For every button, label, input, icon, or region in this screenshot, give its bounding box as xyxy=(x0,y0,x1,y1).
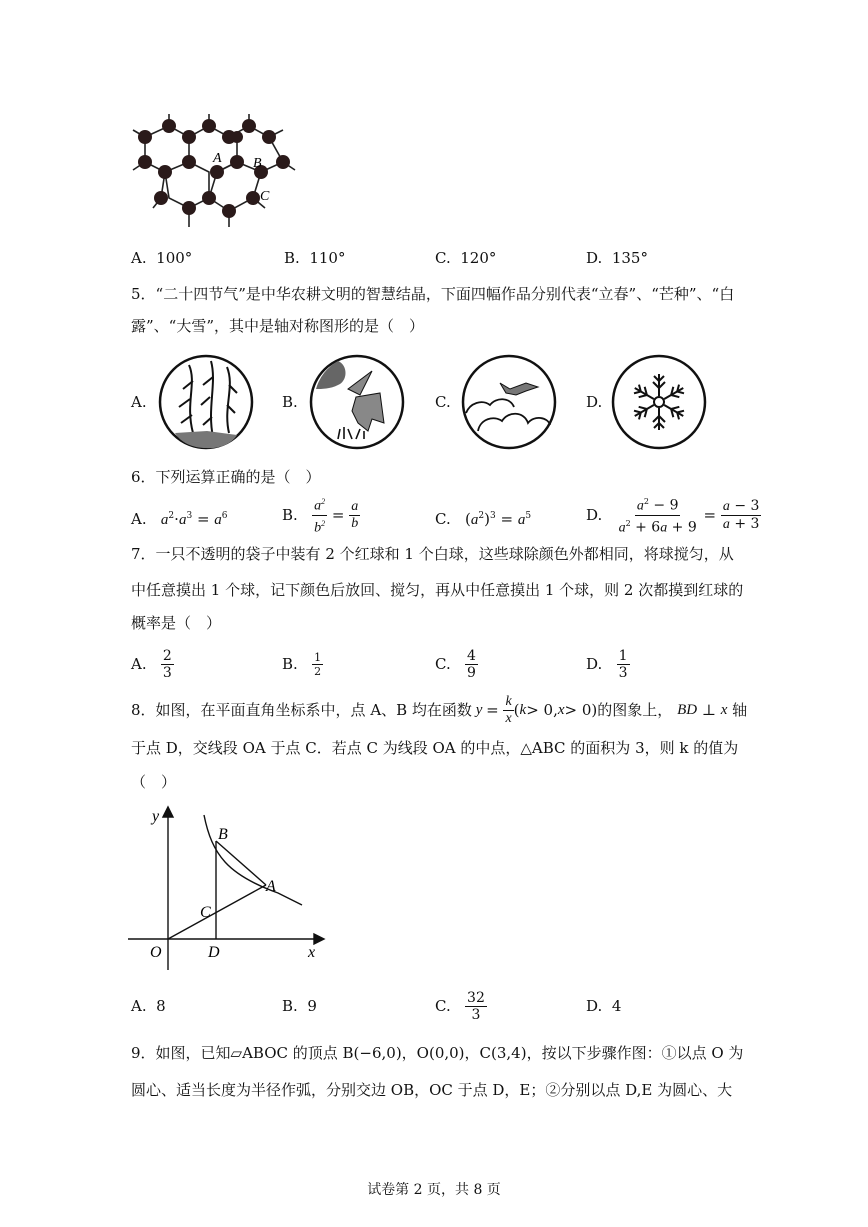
bailu-image xyxy=(460,353,558,451)
q4-option-c: C. 120° xyxy=(435,249,497,267)
daxue-image xyxy=(610,353,708,451)
lichun-image xyxy=(157,353,255,451)
q8-option-c: C. $\frac{32}{3}$ xyxy=(435,989,485,1023)
label-d: D xyxy=(208,944,220,961)
q6-stem: 6．下列运算正确的是（ ） xyxy=(131,468,321,486)
q4-option-a: A. 100° xyxy=(131,249,193,267)
q7-stem-line3: 概率是（ ） xyxy=(131,614,222,632)
label-b: B xyxy=(218,826,228,843)
q7-stem-line2: 中任意摸出 1 个球，记下颜色后放回、搅匀，再从中任意摸出 1 个球，则 2 次都摸到红球的 xyxy=(131,581,744,599)
q8-option-d: D. 4 xyxy=(586,997,622,1015)
q5-option-c-label: C. xyxy=(435,393,451,411)
q4-option-d: D. 135° xyxy=(586,249,648,267)
label-c: C xyxy=(200,904,211,921)
q8-option-a: A. 8 xyxy=(131,997,166,1015)
q5-stem-line1: 5．“二十四节气”是中华农耕文明的智慧结晶，下面四幅作品分别代表“立春”、“芒种”、“白 xyxy=(131,285,735,303)
label-o: O xyxy=(150,944,162,961)
q6-option-a: A. $a^2\cdot a^3 = a^6$ xyxy=(131,510,228,528)
label-x: x xyxy=(308,944,316,961)
q7-stem-line1: 7．一只不透明的袋子中装有 2 个红球和 1 个白球，这些球除颜色外都相同，将球搅匀，从 xyxy=(131,545,734,563)
q7-option-b: B. $\frac{1}{2}$ xyxy=(282,650,322,678)
q5-option-d-label: D. xyxy=(586,393,603,411)
label-b: B xyxy=(253,156,262,171)
label-a: A xyxy=(213,151,222,166)
label-y: y xyxy=(152,808,160,825)
label-a: A xyxy=(266,878,276,895)
q7-option-a: A. $\frac{2}{3}$ xyxy=(131,647,172,681)
q8-coordinate-figure xyxy=(128,805,328,975)
mangzhong-image xyxy=(308,353,406,451)
page-footer: 试卷第 2 页，共 8 页 xyxy=(367,1182,501,1198)
q6-option-c: C. $(a^2)^3 = a^5$ xyxy=(435,510,532,528)
q8-stem-line1: 8．如图，在平面直角坐标系中，点 A、B 均在函数 y = $\frac{k}{x}$ ( k > 0, x > 0) 的图象上， BD ⊥ x 轴 xyxy=(131,693,748,726)
honeycomb-figure xyxy=(125,112,310,237)
q6-option-b: B. $\frac{a^2}{b^2}$ = $\frac{a}{b}$ xyxy=(282,494,360,536)
q9-stem-line2: 圆心、适当长度为半径作弧，分别交边 OB，OC 于点 D，E；②分别以点 D,E 为圆心、大 xyxy=(131,1081,733,1099)
q8-option-b: B. 9 xyxy=(282,997,317,1015)
q7-option-c: C. $\frac{4}{9}$ xyxy=(435,647,476,681)
q8-stem-line3: （ ） xyxy=(131,773,177,791)
label-c: C xyxy=(260,189,270,204)
q5-stem-line2: 露”、“大雪”，其中是轴对称图形的是（ ） xyxy=(131,317,425,335)
q4-option-b: B. 110° xyxy=(284,249,346,267)
q5-option-b-label: B. xyxy=(282,393,298,411)
q8-stem-line2: 于点 D，交线段 OA 于点 C．若点 C 为线段 OA 的中点，△ABC 的面积为 3，则 k 的值为 xyxy=(131,739,739,757)
q6-option-d: D. $\frac{a^2 - 9}{a^2 + 6a + 9}$ = $\frac{a - 3}{a + 3}$ xyxy=(586,494,761,536)
q9-stem-line1: 9．如图，已知▱ABOC 的顶点 B(−6,0)，O(0,0)，C(3,4)，按以下步骤作图：①以点 O 为 xyxy=(131,1044,744,1062)
q5-option-a-label: A. xyxy=(131,393,147,411)
q7-option-d: D. $\frac{1}{3}$ xyxy=(586,647,628,681)
